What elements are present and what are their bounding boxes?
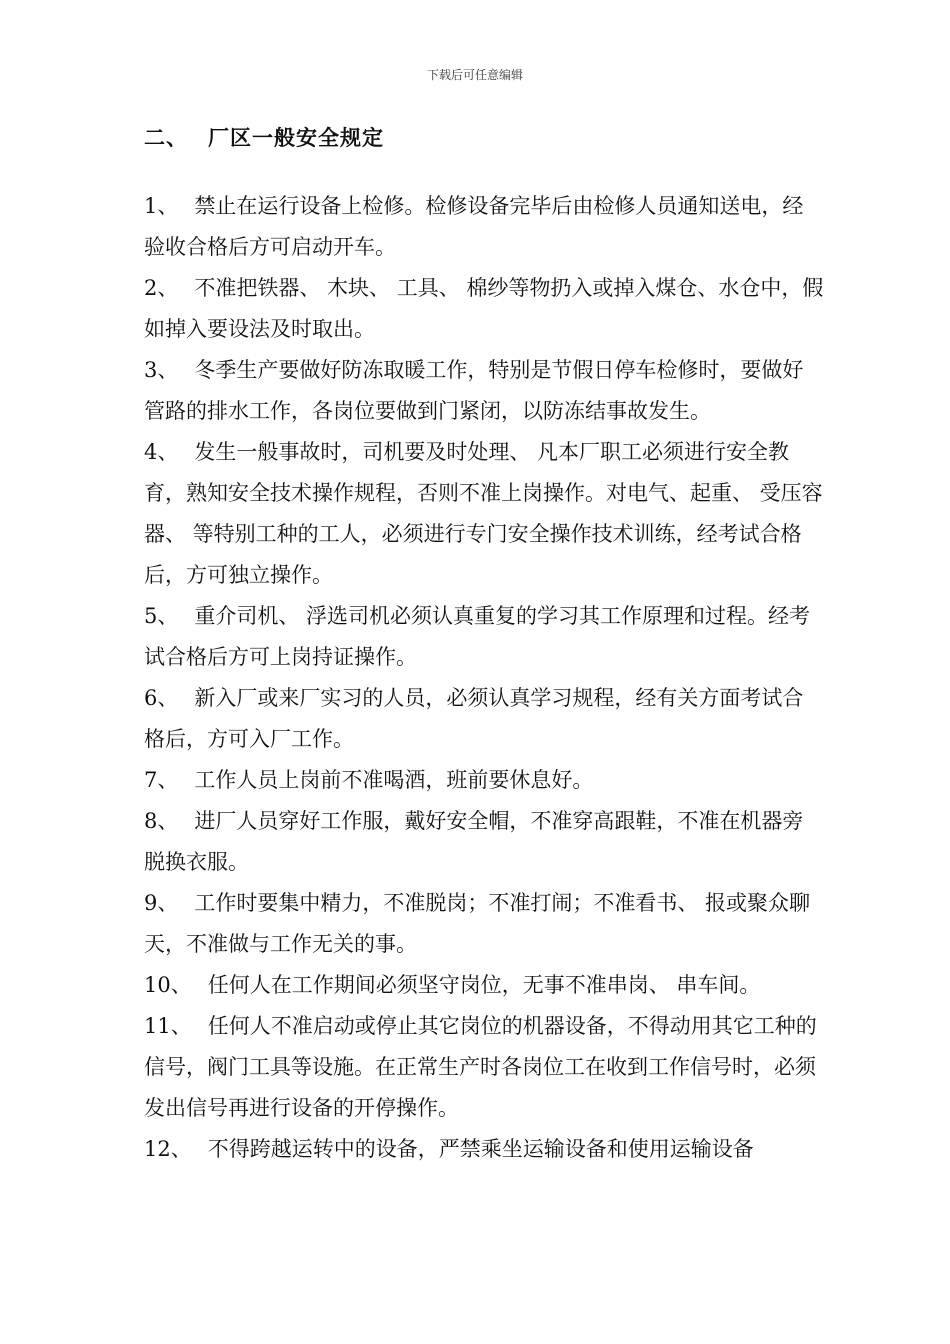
- rule-number: 7、: [144, 768, 179, 792]
- section-title: [144, 122, 384, 152]
- list-item: [144, 1129, 824, 1170]
- list-item: [144, 760, 824, 801]
- list-item: [144, 186, 824, 268]
- rule-text: 重介司机、 浮选司机必须认真重复的学习其工作原理和过程。经考试合格后方可上岗持证操作。: [144, 604, 811, 669]
- list-item: [144, 432, 824, 596]
- rule-text: 工作人员上岗前不准喝酒，班前要休息好。: [194, 768, 594, 792]
- rule-text: 冬季生产要做好防冻取暖工作，特别是节假日停车检修时，要做好管路的排水工作，各岗位要做到门紧闭，以防冻结事故发生。: [144, 358, 804, 423]
- rule-text: 任何人不准启动或停止其它岗位的机器设备，不得动用其它工种的信号，阀门工具等设施。在正常生产时各岗位工在收到工作信号时，必须发出信号再进行设备的开停操作。: [144, 1014, 817, 1120]
- list-item: [144, 596, 824, 678]
- rule-text: 新入厂或来厂实习的人员，必须认真学习规程，经有关方面考试合格后，方可入厂工作。: [144, 686, 804, 751]
- rule-number: 5、: [144, 604, 179, 628]
- section-number: 二、: [144, 125, 188, 150]
- rule-number: 1、: [144, 194, 179, 218]
- rule-number: 9、: [144, 891, 179, 915]
- list-item: [144, 268, 824, 350]
- rule-number: 6、: [144, 686, 179, 710]
- list-item: [144, 1006, 824, 1129]
- section-title-text: 厂区一般安全规定: [208, 125, 384, 150]
- list-item: [144, 350, 824, 432]
- list-item: [144, 801, 824, 883]
- rule-text: 不得跨越运转中的设备，严禁乘坐运输设备和使用运输设备: [207, 1137, 754, 1161]
- rule-text: 工作时要集中精力，不准脱岗；不准打闹；不准看书、 报或聚众聊天，不准做与工作无关的事。: [144, 891, 811, 956]
- list-item: [144, 883, 824, 965]
- rule-number: 8、: [144, 809, 179, 833]
- rule-text: 进厂人员穿好工作服，戴好安全帽，不准穿高跟鞋，不准在机器旁脱换衣服。: [144, 809, 804, 874]
- list-item: [144, 678, 824, 760]
- rule-text: 禁止在运行设备上检修。检修设备完毕后由检修人员通知送电，经验收合格后方可启动开车。: [144, 194, 804, 259]
- rule-number: 10、: [144, 973, 192, 997]
- rule-number: 12、: [144, 1137, 192, 1161]
- list-item: [144, 965, 824, 1006]
- rule-text: 发生一般事故时，司机要及时处理、 凡本厂职工必须进行安全教育，熟知安全技术操作规程，否则不准上岗操作。对电气、起重、 受压容器、 等特别工种的工人，必须进行专门安全操作技术训练，经考试合格后，方可独立操作。: [144, 440, 823, 587]
- rules-list: [144, 186, 824, 1170]
- rule-number: 4、: [144, 440, 179, 464]
- rule-text: 任何人在工作期间必须坚守岗位，无事不准串岗、 串车间。: [207, 973, 761, 997]
- rule-text: 不准把铁器、 木块、 工具、 棉纱等物扔入或掉入煤仓、水仓中，假如掉入要设法及时取出。: [144, 276, 824, 341]
- rule-number: 2、: [144, 276, 179, 300]
- rule-number: 11、: [144, 1014, 192, 1038]
- page-header-note: 下载后可任意编辑: [426, 68, 523, 82]
- rule-number: 3、: [144, 358, 179, 382]
